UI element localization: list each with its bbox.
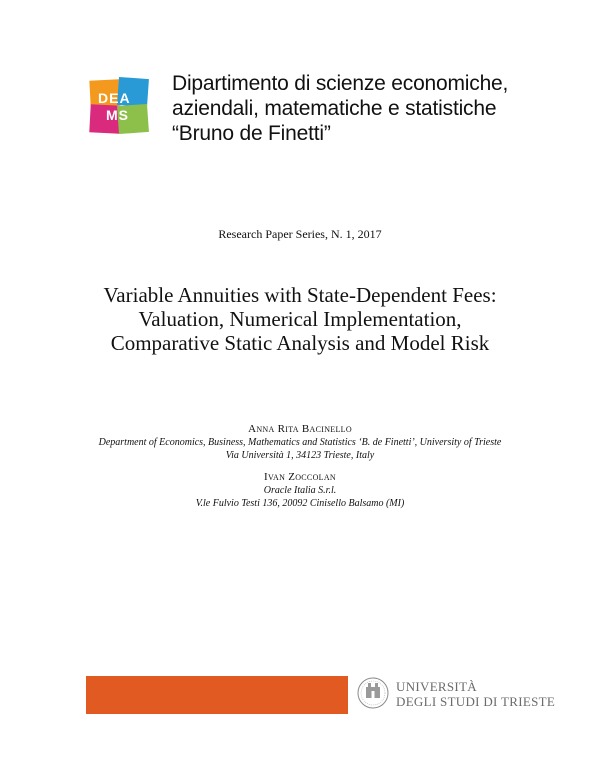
deams-logo — [84, 74, 150, 138]
logo-text-dea: DEA — [98, 90, 131, 106]
university-line-1: UNIVERSITÀ — [396, 679, 477, 694]
author-affiliation-2: Oracle Italia S.r.l. — [263, 485, 337, 496]
author-block — [0, 423, 600, 510]
author-address-1: Via Università 1, 34123 Trieste, Italy — [225, 450, 375, 461]
author-name-2: Ivan Zoccolan — [263, 471, 336, 483]
department-line-1: Dipartimento di scienze economiche, — [172, 72, 509, 95]
department-line-2: aziendali, matematiche e statistiche — [172, 97, 497, 120]
university-seal-icon — [356, 673, 390, 713]
title-line-2: Valuation, Numerical Implementation, — [138, 307, 462, 331]
title-line-1: Variable Annuities with State-Dependent Fees: — [103, 283, 497, 307]
university-line-2: DEGLI STUDI DI TRIESTE — [396, 694, 556, 709]
department-line-3: “Bruno de Finetti” — [172, 122, 331, 145]
author-name-1: Anna Rita Bacinello — [248, 423, 352, 435]
author-address-2: V.le Fulvio Testi 136, 20092 Cinisello Balsamo (MI) — [195, 498, 405, 509]
title-line-3: Comparative Static Analysis and Model Risk — [110, 331, 490, 355]
research-paper-series: Research Paper Series, N. 1, 2017 — [218, 227, 382, 241]
paper-title — [0, 283, 600, 355]
footer-orange-bar — [86, 676, 348, 714]
author-affiliation-1: Department of Economics, Business, Mathematics and Statistics ‘B. de Finetti’, University of Trieste — [98, 437, 502, 448]
university-name — [396, 679, 555, 709]
logo-text-ms: MS — [106, 107, 129, 123]
department-name — [172, 71, 508, 146]
